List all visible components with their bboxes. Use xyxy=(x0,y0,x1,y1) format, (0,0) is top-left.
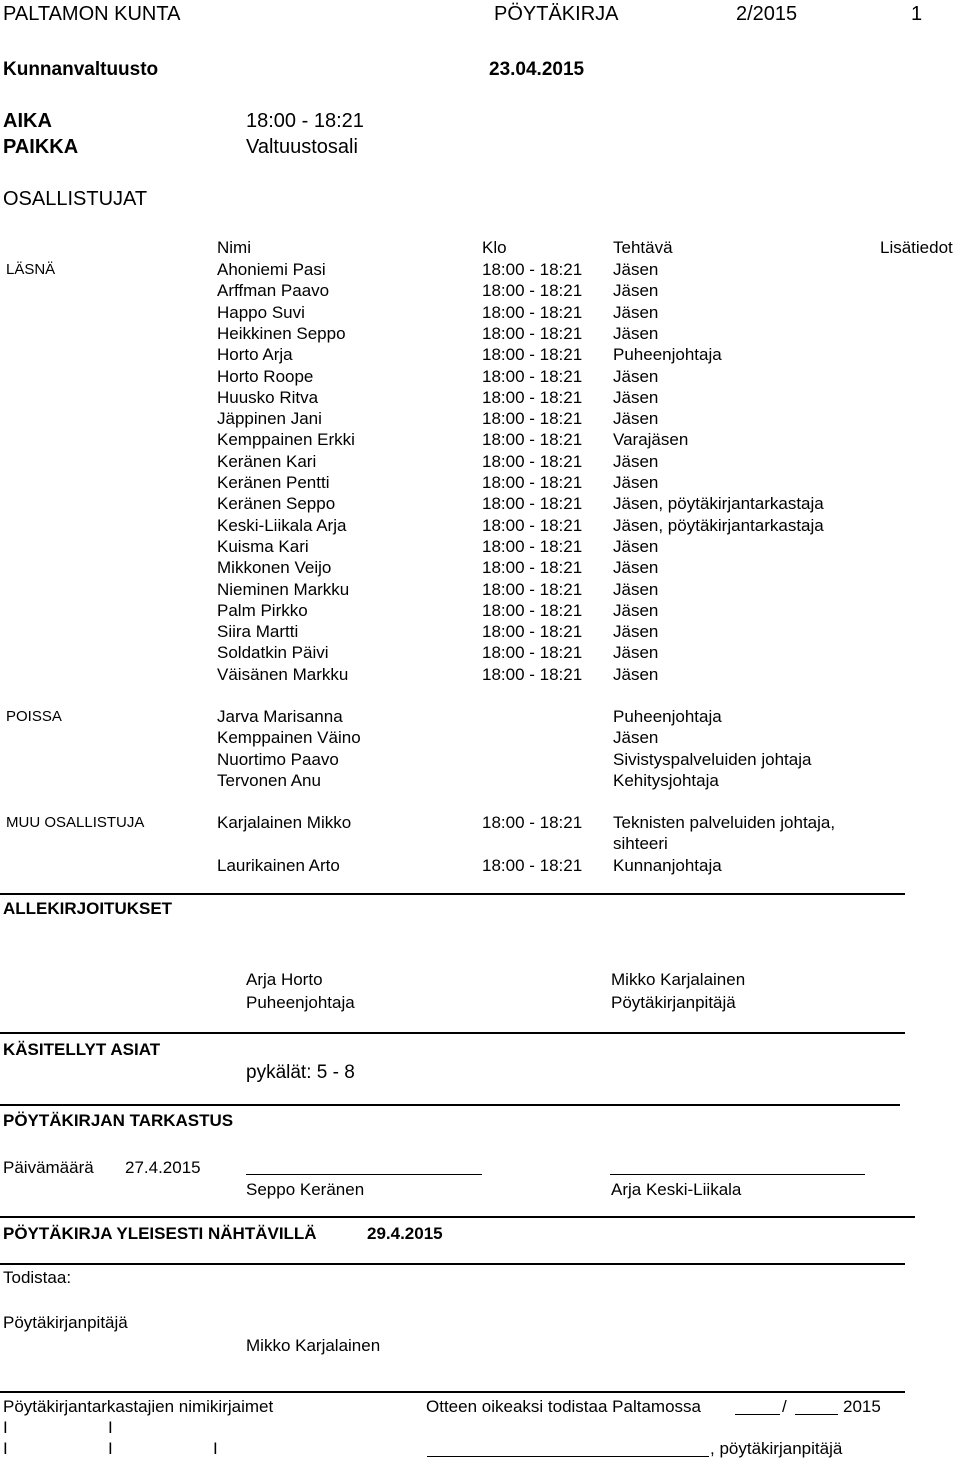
table-row xyxy=(0,751,960,772)
items-value: pykälät: 5 - 8 xyxy=(246,1062,355,1083)
municipality-name: PALTAMON KUNTA xyxy=(3,3,181,25)
participant-role: Jäsen xyxy=(613,558,659,578)
participant-role: Jäsen xyxy=(613,643,659,663)
participant-name: Keränen Kari xyxy=(217,451,317,471)
participant-role: Jäsen xyxy=(613,323,659,343)
participant-role: Jäsen, pöytäkirjantarkastaja xyxy=(613,494,824,514)
paikka-value: Valtuustosali xyxy=(246,136,358,158)
column-header-time: Klo xyxy=(482,238,507,257)
table-row xyxy=(0,814,960,835)
participant-name: Palm Pirkko xyxy=(217,600,308,620)
participant-role: Jäsen xyxy=(613,728,659,748)
page-number: 1 xyxy=(911,3,923,25)
paikka-label: PAIKKA xyxy=(3,136,79,158)
participant-role: Sivistyspalveluiden johtaja xyxy=(613,749,812,769)
osallistujat-heading: OSALLISTUJAT xyxy=(3,188,148,210)
review-date-label: Päivämäärä xyxy=(3,1158,94,1177)
review-heading: PÖYTÄKIRJAN TARKASTUS xyxy=(3,1111,234,1130)
public-date: 29.4.2015 xyxy=(367,1224,443,1243)
table-row xyxy=(0,431,960,452)
table-row xyxy=(0,282,960,303)
participant-time: 18:00 - 18:21 xyxy=(482,579,583,599)
participant-time: 18:00 - 18:21 xyxy=(482,387,583,407)
participant-name: Jäppinen Jani xyxy=(217,409,322,429)
signer-right-title: Pöytäkirjanpitäjä xyxy=(611,993,736,1012)
table-row xyxy=(0,602,960,623)
participant-time: 18:00 - 18:21 xyxy=(482,302,583,322)
participant-role: Kehitysjohtaja xyxy=(613,770,719,790)
participant-name: Kuisma Kari xyxy=(217,536,309,556)
aika-value: 18:00 - 18:21 xyxy=(246,110,364,132)
table-row xyxy=(0,453,960,474)
participant-time: 18:00 - 18:21 xyxy=(482,345,583,365)
participant-time: 18:00 - 18:21 xyxy=(482,451,583,471)
document-type: PÖYTÄKIRJA xyxy=(494,3,619,25)
review-date-value: 27.4.2015 xyxy=(125,1158,201,1177)
column-header-name: Nimi xyxy=(217,238,251,257)
footer-signer: , pöytäkirjanpitäjä xyxy=(710,1439,843,1458)
participant-time: 18:00 - 18:21 xyxy=(482,664,583,684)
participant-name: Laurikainen Arto xyxy=(217,856,340,875)
section-divider xyxy=(0,1216,915,1218)
participant-time: 18:00 - 18:21 xyxy=(482,323,583,343)
signature-line xyxy=(246,1174,482,1175)
participant-role: Jäsen xyxy=(613,579,659,599)
footer-slash: / xyxy=(782,1397,787,1416)
participant-name: Nieminen Markku xyxy=(217,579,350,599)
participant-time: 18:00 - 18:21 xyxy=(482,430,583,450)
table-row xyxy=(0,261,960,282)
participant-role: Jäsen xyxy=(613,302,659,322)
table-row xyxy=(0,666,960,687)
table-row xyxy=(0,346,960,367)
signature-line xyxy=(610,1174,865,1175)
participant-time: 18:00 - 18:21 xyxy=(482,515,583,535)
column-header-extra: Lisätiedot xyxy=(880,238,953,257)
participant-role: Jäsen xyxy=(613,260,659,279)
participant-name: Heikkinen Seppo xyxy=(217,323,346,343)
initials-mark: I xyxy=(3,1418,8,1437)
participant-name: Arffman Paavo xyxy=(217,281,330,301)
table-row xyxy=(0,474,960,495)
certify-role: Pöytäkirjanpitäjä xyxy=(3,1313,128,1332)
participant-name: Mikkonen Veijo xyxy=(217,558,332,578)
table-row xyxy=(0,644,960,665)
participant-role: Jäsen xyxy=(613,536,659,556)
participant-time: 18:00 - 18:21 xyxy=(482,494,583,514)
signatures-heading: ALLEKIRJOITUKSET xyxy=(3,899,173,918)
participant-name: Tervonen Anu xyxy=(217,770,321,790)
participant-name: Keränen Pentti xyxy=(217,473,330,492)
participant-role: Jäsen xyxy=(613,600,659,620)
table-row xyxy=(0,410,960,431)
participant-time: 18:00 - 18:21 xyxy=(482,260,583,279)
participant-name: Jarva Marisanna xyxy=(217,707,343,726)
table-row xyxy=(0,857,960,878)
certify-label: Todistaa: xyxy=(3,1268,72,1287)
reviewer-1: Seppo Keränen xyxy=(246,1180,365,1199)
signer-left-title: Puheenjohtaja xyxy=(246,993,355,1012)
participant-role: Jäsen, pöytäkirjantarkastaja xyxy=(613,515,824,535)
participant-name: Keski-Liikala Arja xyxy=(217,515,347,535)
participant-role: Varajäsen xyxy=(613,430,689,450)
footer-initials-label: Pöytäkirjantarkastajien nimikirjaimet xyxy=(3,1397,274,1416)
participant-time: 18:00 - 18:21 xyxy=(482,813,583,832)
signer-right-name: Mikko Karjalainen xyxy=(611,970,746,989)
table-row xyxy=(0,623,960,644)
table-row xyxy=(0,368,960,389)
absent-label: POISSA xyxy=(6,708,62,725)
participant-name: Kemppainen Väino xyxy=(217,728,361,748)
table-row xyxy=(0,517,960,538)
meeting-body: Kunnanvaltuusto xyxy=(3,59,159,80)
participant-name: Huusko Ritva xyxy=(217,387,319,407)
initials-mark: I xyxy=(108,1439,113,1458)
participant-name: Keränen Seppo xyxy=(217,494,336,514)
participant-time: 18:00 - 18:21 xyxy=(482,856,583,875)
participant-name: Happo Suvi xyxy=(217,302,305,322)
table-row xyxy=(0,835,960,856)
document-number: 2/2015 xyxy=(736,3,798,25)
participant-role: Jäsen xyxy=(613,622,659,642)
participant-name: Nuortimo Paavo xyxy=(217,749,339,769)
present-label: LÄSNÄ xyxy=(6,261,56,278)
footer-certify-text: Otteen oikeaksi todistaa Paltamossa xyxy=(426,1397,701,1416)
participant-role: Jäsen xyxy=(613,451,659,471)
participant-time: 18:00 - 18:21 xyxy=(482,366,583,386)
participant-role: Jäsen xyxy=(613,281,659,301)
participant-name: Ahoniemi Pasi xyxy=(217,260,326,279)
participant-name: Siira Martti xyxy=(217,622,299,642)
participant-role: Kunnanjohtaja xyxy=(613,856,722,875)
column-header-role: Tehtävä xyxy=(613,238,673,257)
participant-role: Jäsen xyxy=(613,366,659,386)
participant-role-continued: sihteeri xyxy=(613,834,668,853)
meeting-date: 23.04.2015 xyxy=(489,59,585,80)
participant-time: 18:00 - 18:21 xyxy=(482,643,583,663)
public-heading: PÖYTÄKIRJA YLEISESTI NÄHTÄVILLÄ xyxy=(3,1224,317,1243)
participant-role: Jäsen xyxy=(613,409,659,429)
participant-role: Puheenjohtaja xyxy=(613,345,722,365)
participant-name: Karjalainen Mikko xyxy=(217,813,352,832)
table-row xyxy=(0,538,960,559)
items-heading: KÄSITELLYT ASIAT xyxy=(3,1040,161,1059)
section-divider xyxy=(0,1391,905,1393)
section-divider xyxy=(0,1263,905,1265)
others-label: MUU OSALLISTUJA xyxy=(6,814,145,831)
section-divider xyxy=(0,1104,900,1106)
section-divider xyxy=(0,893,905,895)
section-divider xyxy=(0,1032,905,1034)
day-blank-line xyxy=(735,1414,780,1415)
table-row xyxy=(0,495,960,516)
aika-label: AIKA xyxy=(3,110,52,132)
participant-time: 18:00 - 18:21 xyxy=(482,536,583,556)
participant-name: Horto Arja xyxy=(217,345,293,365)
participant-time: 18:00 - 18:21 xyxy=(482,558,583,578)
footer-year: 2015 xyxy=(843,1397,881,1416)
participant-time: 18:00 - 18:21 xyxy=(482,473,583,492)
table-row xyxy=(0,708,960,729)
participant-role: Jäsen xyxy=(613,387,659,407)
table-row xyxy=(0,304,960,325)
participant-role: Jäsen xyxy=(613,473,659,492)
table-row xyxy=(0,729,960,750)
participant-name: Horto Roope xyxy=(217,366,314,386)
participant-role: Puheenjohtaja xyxy=(613,707,722,726)
participant-time: 18:00 - 18:21 xyxy=(482,409,583,429)
participant-role: Teknisten palveluiden johtaja, xyxy=(613,813,836,832)
signature-line xyxy=(427,1456,709,1457)
table-row xyxy=(0,772,960,793)
participant-name: Väisänen Markku xyxy=(217,664,349,684)
table-row xyxy=(0,325,960,346)
month-blank-line xyxy=(795,1414,838,1415)
certify-name: Mikko Karjalainen xyxy=(246,1336,381,1355)
participant-name: Soldatkin Päivi xyxy=(217,643,329,663)
initials-mark: I xyxy=(213,1439,218,1458)
table-row xyxy=(0,559,960,580)
reviewer-2: Arja Keski-Liikala xyxy=(611,1180,742,1199)
participant-time: 18:00 - 18:21 xyxy=(482,281,583,301)
participant-role: Jäsen xyxy=(613,664,659,684)
participant-time: 18:00 - 18:21 xyxy=(482,622,583,642)
initials-mark: I xyxy=(3,1439,8,1458)
participant-time: 18:00 - 18:21 xyxy=(482,600,583,620)
table-row xyxy=(0,389,960,410)
signer-left-name: Arja Horto xyxy=(246,970,323,989)
participant-name: Kemppainen Erkki xyxy=(217,430,355,450)
initials-mark: I xyxy=(108,1418,113,1437)
table-row xyxy=(0,581,960,602)
